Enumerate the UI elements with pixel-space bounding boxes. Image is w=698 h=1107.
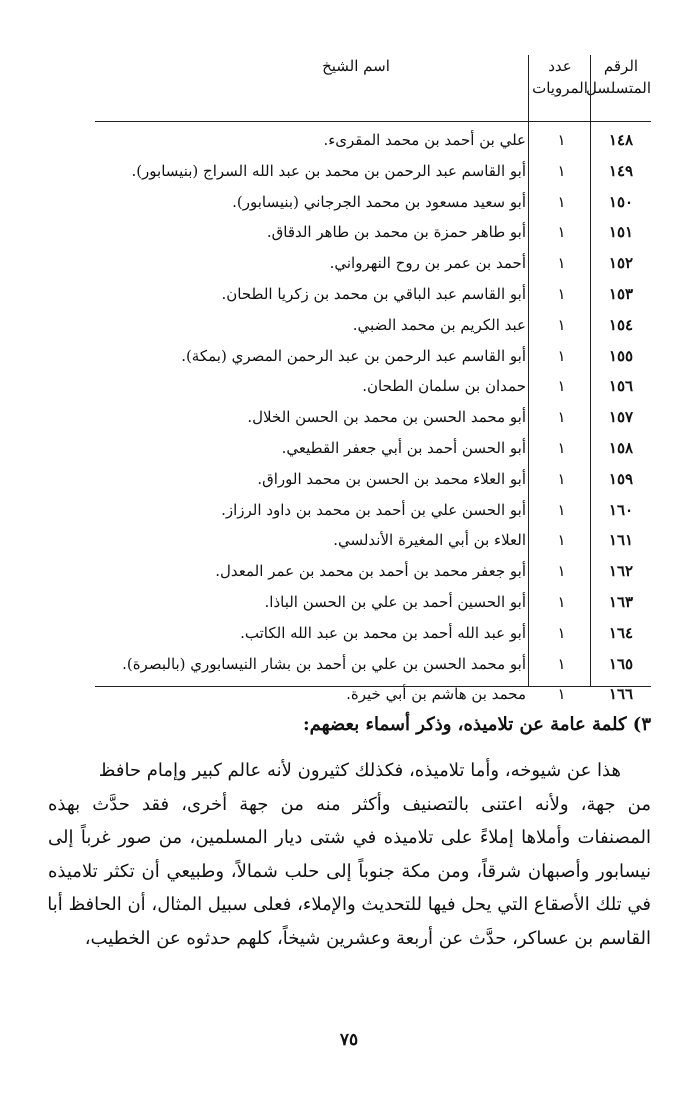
name-header [186,55,526,77]
table-row [95,525,651,555]
paragraph-line: هذا عن شيوخه، وأما تلاميذه، فكذلك كثيرون لأنه عالم كبير وإمام حافظ [98,760,621,781]
count-cell: ١ [557,408,566,427]
table-row [95,649,651,679]
table-row [95,187,651,217]
count-cell: ١ [557,469,566,488]
table-row [95,217,651,247]
count-cell: ١ [557,131,566,149]
count-cell: ١ [557,377,566,396]
count-header-line2: المرويات [532,79,588,97]
serial-number-cell: ١٦٣ [608,593,634,611]
count-cell: ١ [557,439,566,457]
table-row [95,248,651,278]
paragraph-line: نيسابور وأصبهان شرقاً، ومن مكة جنوباً إلى حلب شمالاً، وطبيعي أن تكثر تلاميذه [48,860,651,882]
paragraph-line: المصنفات وأملاها إملاءً على تلاميذه في شتى ديار المسلمين، من صور غرباً إلى [48,827,651,848]
count-cell: ١ [557,285,566,303]
table-row [95,310,651,340]
serial-number-cell: ١٥٧ [608,408,634,427]
sheikh-name-cell: أبو العلاء محمد بن الحسن بن محمد الوراق. [257,469,526,488]
count-cell: ١ [557,623,566,642]
serial-number-cell: ١٤٩ [608,161,634,180]
count-cell: ١ [557,192,566,211]
sheikh-name-cell: محمد بن هاشم بن أبي خيرة. [346,685,526,704]
table-row [95,464,651,494]
sheikh-name-cell: أبو الحسين أحمد بن علي بن الحسن الباذا. [264,593,526,611]
page-number: ٧٥ [339,1030,359,1050]
sheikh-name-cell: العلاء بن أبي المغيرة الأندلسي. [333,531,526,550]
sheikh-name-cell: أبو طاهر حمزة بن محمد بن طاهر الدقاق. [266,223,526,242]
serial-number-cell: ١٥٣ [608,285,634,303]
sheikh-name-cell: أبو محمد الحسن بن علي بن أحمد بن بشار النيسابوري (بالبصرة). [122,654,526,673]
table-row [95,556,651,586]
table-row [95,495,651,525]
serial-number-cell: ١٦٢ [608,562,634,581]
count-cell: ١ [557,531,566,550]
table-row [95,433,651,463]
count-header [531,55,589,99]
serial-number-cell: ١٦٥ [608,654,634,673]
sheikh-name-cell: أبو القاسم عبد الباقي بن محمد بن زكريا الطحان. [221,285,526,303]
serial-number-header [585,55,651,99]
count-cell: ١ [557,654,566,673]
table-row [95,279,651,309]
sheikh-name-cell: أبو عبد الله أحمد بن محمد بن عبد الله الكاتب. [240,623,526,642]
serial-number-cell: ١٤٨ [608,131,634,149]
serial-number-cell: ١٦٦ [608,685,634,704]
paragraph-line: في تلك الأصقاع التي يحل فيها للتحديث والإملاء، فعلى سبيل المثال، أن الحافظ أبا [47,894,651,915]
table-row [95,371,651,401]
table-row [95,679,651,709]
table-row [95,402,651,432]
serial-number-cell: ١٦١ [608,531,634,550]
count-cell: ١ [557,254,566,273]
sheikh-name-cell: أبو محمد الحسن بن محمد بن الحسن الخلال. [247,408,526,427]
sheikh-name-cell: أحمد بن عمر بن روح النهرواني. [329,254,526,273]
serial-number-cell: ١٥٤ [608,315,634,334]
count-cell: ١ [557,593,566,611]
table-header [95,55,651,119]
serial-number-cell: ١٥٢ [608,254,634,273]
sheikh-name-cell: أبو الحسن علي بن أحمد بن محمد بن داود الرزاز. [221,500,526,519]
serial-number-cell: ١٥٦ [608,377,634,396]
serial-number-cell: ١٥١ [608,223,634,242]
table-row [95,156,651,186]
table-row [95,618,651,648]
sheikh-name-cell: أبو القاسم عبد الرحمن بن محمد بن عبد الله السراج (بنيسابور). [131,161,526,180]
serial-number-cell: ١٦٠ [608,500,634,519]
serial-number-cell: ١٥٥ [608,346,634,365]
section-title: ٣) كلمة عامة عن تلاميذه، وذكر أسماء بعضهم: [303,714,651,735]
sheikh-name-cell: أبو جعفر محمد بن أحمد بن محمد بن عمر المعدل. [215,562,526,581]
paragraph-line: القاسم بن عساكر، حدَّث عن أربعة وعشرين شيخاً، كلهم حدثوه عن الخطيب، [84,927,651,949]
table-row [95,341,651,371]
count-cell: ١ [557,223,566,242]
count-cell: ١ [557,685,566,704]
name-header-label: اسم الشيخ [322,57,390,75]
sheikh-name-cell: أبو القاسم عبد الرحمن بن عبد الرحمن المصري (بمكة). [181,346,526,365]
sheikh-name-cell: أبو سعيد مسعود بن محمد الجرجاني (بنيسابور). [232,192,526,211]
body-paragraph [48,754,651,955]
header-rule [95,121,651,122]
sheikh-name-cell: حمدان بن سلمان الطحان. [362,377,526,396]
paragraph-line: من جهة، ولأنه اعتنى بالتصنيف وأكثر منه من جهة أخرى، فقد حدَّث بهذه [48,793,651,815]
sheikh-name-cell: علي بن أحمد بن محمد المقرىء. [323,131,526,149]
table-row [95,125,651,155]
serial-number-cell: ١٥٨ [608,439,634,457]
serial-number-cell: ١٥٩ [608,469,634,488]
count-cell: ١ [557,500,566,519]
count-header-line1: عدد [548,57,572,75]
sheikhs-table [95,55,651,704]
footer-rule [95,686,651,687]
sheikh-name-cell: عبد الكريم بن محمد الضبي. [352,315,526,334]
count-cell: ١ [557,161,566,180]
count-cell: ١ [557,562,566,581]
count-cell: ١ [557,346,566,365]
count-cell: ١ [557,315,566,334]
serial-header-line1: الرقم [603,57,639,75]
serial-header-line2: المتسلسل [585,79,651,97]
table-row [95,587,651,617]
sheikh-name-cell: أبو الحسن أحمد بن أبي جعفر القطيعي. [281,439,526,457]
serial-number-cell: ١٥٠ [608,192,634,211]
serial-number-cell: ١٦٤ [608,623,634,642]
